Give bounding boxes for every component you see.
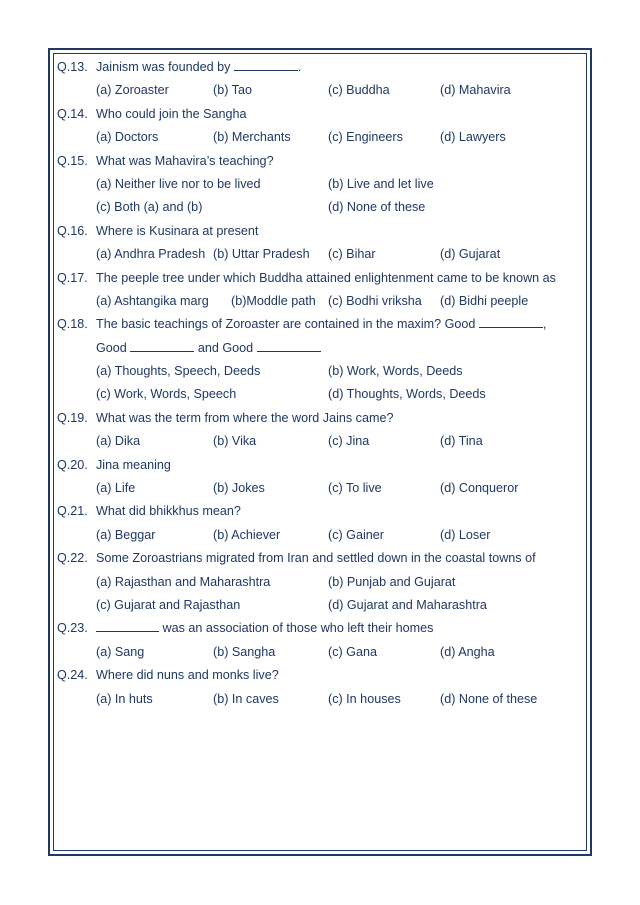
option-a[interactable]: (a) Rajasthan and Maharashtra	[96, 574, 271, 589]
option-b[interactable]: (b) Live and let live	[328, 176, 434, 191]
answer-blank	[479, 314, 543, 328]
option-d[interactable]: (d) Gujarat and Maharashtra	[328, 597, 487, 612]
option-c[interactable]: (c) Work, Words, Speech	[96, 387, 237, 402]
option-d[interactable]: (d) Gujarat	[440, 247, 501, 262]
option-b[interactable]: (b) Tao	[213, 83, 252, 98]
option-c[interactable]: (c) Jina	[328, 434, 370, 449]
option-b[interactable]: (b) Jokes	[213, 481, 265, 496]
question-number: Q.19.	[57, 410, 88, 425]
options-row	[57, 477, 577, 500]
options-row	[57, 594, 577, 617]
options-row	[57, 126, 577, 149]
question-18-continued	[57, 337, 577, 360]
question-13	[57, 56, 577, 79]
question-punctuation: .	[297, 60, 302, 74]
option-d[interactable]: (d) None of these	[328, 200, 426, 215]
options-row	[57, 243, 577, 266]
question-text: The peeple tree under which Buddha attained enlightenment came to be known as	[96, 270, 556, 285]
question-text	[96, 56, 301, 79]
options-row	[57, 688, 577, 711]
option-c[interactable]: (c) Both (a) and (b)	[96, 200, 203, 215]
option-d[interactable]: (d) Thoughts, Words, Deeds	[328, 387, 486, 402]
question-text: Where did nuns and monks live?	[96, 668, 279, 683]
question-text: Where is Kusinara at present	[96, 223, 259, 238]
options-row	[57, 524, 577, 547]
options-row	[57, 641, 577, 664]
option-d[interactable]: (d) Lawyers	[440, 130, 506, 145]
answer-blank	[257, 338, 321, 352]
question-text: What was the term from where the word Jains came?	[96, 410, 394, 425]
option-d[interactable]: (d) Angha	[440, 644, 495, 659]
option-a[interactable]: (a) Beggar	[96, 527, 156, 542]
question-text-part: Good	[96, 340, 127, 355]
option-c[interactable]: (c) Engineers	[328, 130, 403, 145]
answer-blank	[96, 618, 159, 632]
option-c[interactable]: (c) To live	[328, 481, 382, 496]
question-number: Q.24.	[57, 668, 88, 683]
question-text: What was Mahavira’s teaching?	[96, 153, 274, 168]
options-row	[57, 360, 577, 383]
question-number: Q.21.	[57, 504, 88, 519]
question-text-part: and Good	[197, 340, 254, 355]
question-text: What did bhikkhus mean?	[96, 504, 241, 519]
option-b[interactable]: (b)Moddle path	[231, 293, 316, 308]
option-d[interactable]: (d) Loser	[440, 527, 491, 542]
option-a[interactable]: (a) In huts	[96, 691, 153, 706]
question-21	[57, 500, 577, 523]
question-number: Q.14.	[57, 106, 88, 121]
question-text	[96, 617, 433, 640]
question-23	[57, 617, 577, 640]
options-row	[57, 196, 577, 219]
option-a[interactable]: (a) Life	[96, 481, 136, 496]
option-d[interactable]: (d) None of these	[440, 691, 538, 706]
question-number: Q.23.	[57, 621, 88, 636]
question-text: Who could join the Sangha	[96, 106, 247, 121]
option-c[interactable]: (c) Gainer	[328, 527, 384, 542]
option-a[interactable]: (a) Zoroaster	[96, 83, 169, 98]
question-15	[57, 150, 577, 173]
option-a[interactable]: (a) Dika	[96, 434, 141, 449]
option-c[interactable]: (c) Bodhi vriksha	[328, 293, 422, 308]
option-a[interactable]: (a) Thoughts, Speech, Deeds	[96, 364, 261, 379]
option-d[interactable]: (d) Conqueror	[440, 481, 519, 496]
question-number: Q.18.	[57, 317, 88, 332]
question-text-part: Jainism was founded by	[96, 60, 231, 74]
option-a[interactable]: (a) Sang	[96, 644, 145, 659]
question-22	[57, 547, 577, 570]
option-b[interactable]: (b) Vika	[213, 434, 257, 449]
question-text-continued	[96, 337, 321, 360]
question-24	[57, 664, 577, 687]
question-text-part: was an association of those who left their homes	[162, 621, 434, 636]
option-a[interactable]: (a) Neither live nor to be lived	[96, 176, 261, 191]
option-a[interactable]: (a) Andhra Pradesh	[96, 247, 206, 262]
option-c[interactable]: (c) Bihar	[328, 247, 376, 262]
option-c[interactable]: (c) Buddha	[328, 83, 390, 98]
options-row	[57, 383, 577, 406]
option-b[interactable]: (b) Uttar Pradesh	[213, 247, 310, 262]
option-a[interactable]: (a) Doctors	[96, 130, 159, 145]
options-row	[57, 290, 577, 313]
option-b[interactable]: (b) Work, Words, Deeds	[328, 364, 463, 379]
option-a[interactable]: (a) Ashtangika marg	[96, 293, 209, 308]
answer-blank	[130, 338, 194, 352]
option-b[interactable]: (b) Punjab and Gujarat	[328, 574, 456, 589]
question-number: Q.20.	[57, 457, 88, 472]
option-d[interactable]: (d) Bidhi peeple	[440, 293, 529, 308]
options-row	[57, 571, 577, 594]
question-number: Q.15.	[57, 153, 88, 168]
option-d[interactable]: (d) Tina	[440, 434, 483, 449]
option-b[interactable]: (b) In caves	[213, 691, 279, 706]
option-c[interactable]: (c) Gana	[328, 644, 377, 659]
option-d[interactable]: (d) Mahavira	[440, 83, 511, 98]
question-14	[57, 103, 577, 126]
question-text: Jina meaning	[96, 457, 171, 472]
option-c[interactable]: (c) In houses	[328, 691, 401, 706]
option-b[interactable]: (b) Merchants	[213, 130, 291, 145]
question-16	[57, 220, 577, 243]
question-20	[57, 454, 577, 477]
question-text-part: The basic teachings of Zoroaster are contained in the maxim? Good	[96, 317, 476, 332]
question-number: Q.22.	[57, 551, 88, 566]
options-row	[57, 173, 577, 196]
options-row	[57, 430, 577, 453]
question-number: Q.13.	[57, 60, 88, 74]
option-c[interactable]: (c) Gujarat and Rajasthan	[96, 597, 241, 612]
question-number: Q.16.	[57, 223, 88, 238]
question-text	[96, 313, 546, 336]
question-17	[57, 267, 577, 290]
question-18	[57, 313, 577, 336]
option-b[interactable]: (b) Achiever	[213, 527, 281, 542]
question-19	[57, 407, 577, 430]
question-text: Some Zoroastrians migrated from Iran and settled down in the coastal towns of	[96, 551, 536, 566]
answer-blank	[234, 57, 298, 71]
options-row	[57, 79, 577, 102]
question-list	[57, 56, 577, 711]
option-b[interactable]: (b) Sangha	[213, 644, 276, 659]
question-punctuation: ,	[542, 317, 547, 332]
question-number: Q.17.	[57, 270, 88, 285]
